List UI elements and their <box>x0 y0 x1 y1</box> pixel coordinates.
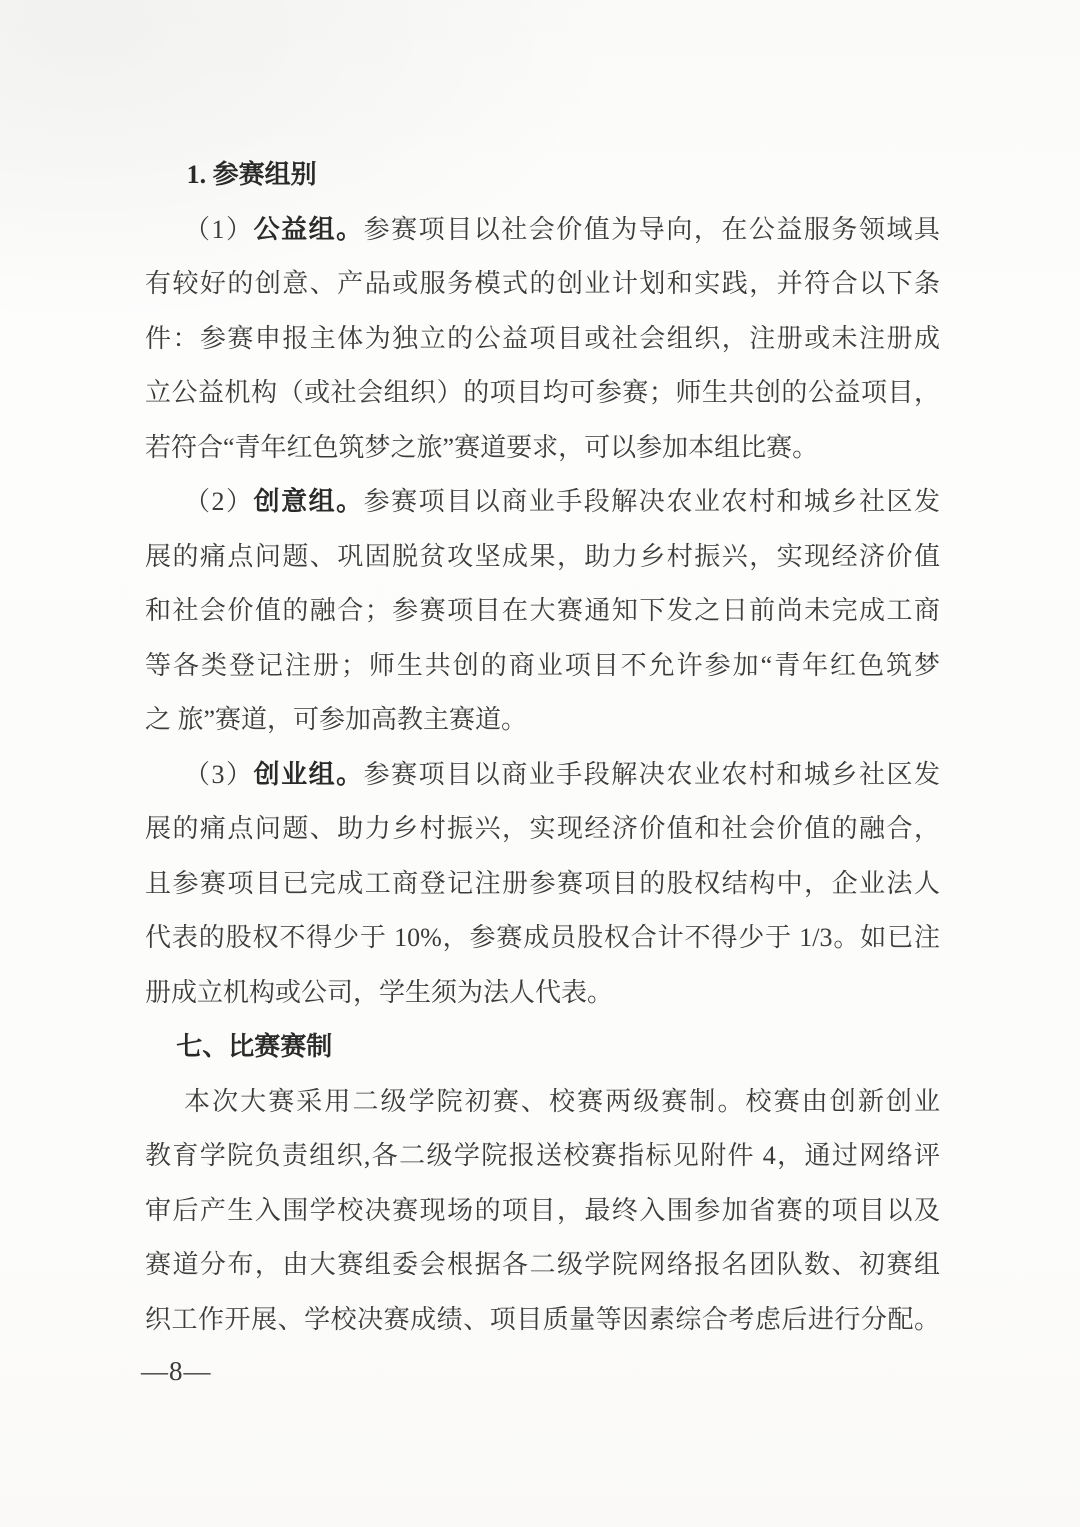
text-segment: 参赛项目以商业手段解决农业农村和城乡社区发 <box>363 487 940 516</box>
text-segment: 织工作开展、学校决赛成绩、项目质量等因素综合考虑后进行分配。 <box>145 1304 940 1334</box>
body-line <box>145 693 940 748</box>
body-line <box>145 911 940 966</box>
text-segment: 审后产生入围学校决赛现场的项目，最终入围参加省赛的项目以及 <box>145 1195 940 1225</box>
body-line <box>145 203 940 258</box>
body-line <box>145 530 940 585</box>
text-segment: 教育学院负责组织,各二级学院报送校赛指标见附件 4，通过网络评 <box>145 1141 940 1170</box>
body-line <box>145 802 940 857</box>
page-number: —8— <box>141 1356 212 1386</box>
text-segment: 展的痛点问题、助力乡村振兴，实现经济价值和社会价值的融合， <box>145 814 940 843</box>
bold-text-segment: 七、比赛赛制 <box>176 1032 333 1061</box>
text-segment: 有较好的创意、产品或服务模式的创业计划和实践，并符合以下条 <box>145 269 940 298</box>
bold-text-segment: 1. 参赛组别 <box>186 160 317 189</box>
body-line <box>145 857 940 912</box>
body-line <box>145 475 940 530</box>
body-line <box>145 1238 940 1293</box>
text-segment: 且参赛项目已完成工商登记注册参赛项目的股权结构中，企业法人 <box>145 868 940 898</box>
bold-text-segment: 创业组。 <box>253 759 364 789</box>
text-segment: （1） <box>184 214 254 244</box>
text-segment: 本次大赛采用二级学院初赛、校赛两级赛制。校赛由创新创业 <box>184 1086 940 1116</box>
text-segment: （3） <box>184 759 254 789</box>
text-segment: 赛道分布，由大赛组委会根据各二级学院网络报名团队数、初赛组 <box>145 1250 940 1279</box>
text-segment: 若符合“青年红色筑梦之旅”赛道要求，可以参加本组比赛。 <box>145 432 819 462</box>
body-line <box>145 366 940 421</box>
body-line <box>145 1184 940 1239</box>
text-segment: 等各类登记注册；师生共创的商业项目不允许参加“青年红色筑梦 <box>145 650 940 680</box>
body-line <box>145 257 940 312</box>
body-line <box>145 639 940 694</box>
bold-text-segment: 公益组。 <box>253 214 364 244</box>
text-segment: 展的痛点问题、巩固脱贫攻坚成果，助力乡村振兴，实现经济价值 <box>145 541 940 571</box>
text-segment: 之 旅”赛道，可参加高教主赛道。 <box>145 705 528 734</box>
body-line <box>145 584 940 639</box>
text-segment: 代表的股权不得少于 10%，参赛成员股权合计不得少于 1/3。如已注 <box>145 923 940 952</box>
body-line <box>145 966 940 1021</box>
document-text-block <box>145 148 940 1347</box>
text-segment: 参赛项目以商业手段解决农业农村和城乡社区发 <box>363 759 940 789</box>
text-segment: 册成立机构或公司，学生须为法人代表。 <box>145 977 614 1007</box>
heading-line <box>145 148 940 203</box>
body-line <box>145 312 940 367</box>
text-segment: 参赛项目以社会价值为导向，在公益服务领域具 <box>363 214 940 244</box>
heading-line <box>145 1020 940 1075</box>
body-line <box>145 1293 940 1348</box>
text-segment: 和社会价值的融合；参赛项目在大赛通知下发之日前尚未完成工商 <box>145 596 940 625</box>
body-line <box>145 748 940 803</box>
text-segment: 立公益机构（或社会组织）的项目均可参赛；师生共创的公益项目， <box>145 378 940 407</box>
body-line <box>145 1075 940 1130</box>
bold-text-segment: 创意组。 <box>253 487 364 516</box>
body-line <box>145 421 940 476</box>
text-segment: （2） <box>184 487 254 516</box>
body-line <box>145 1129 940 1184</box>
text-segment: 件：参赛申报主体为独立的公益项目或社会组织，注册或未注册成 <box>145 323 940 353</box>
